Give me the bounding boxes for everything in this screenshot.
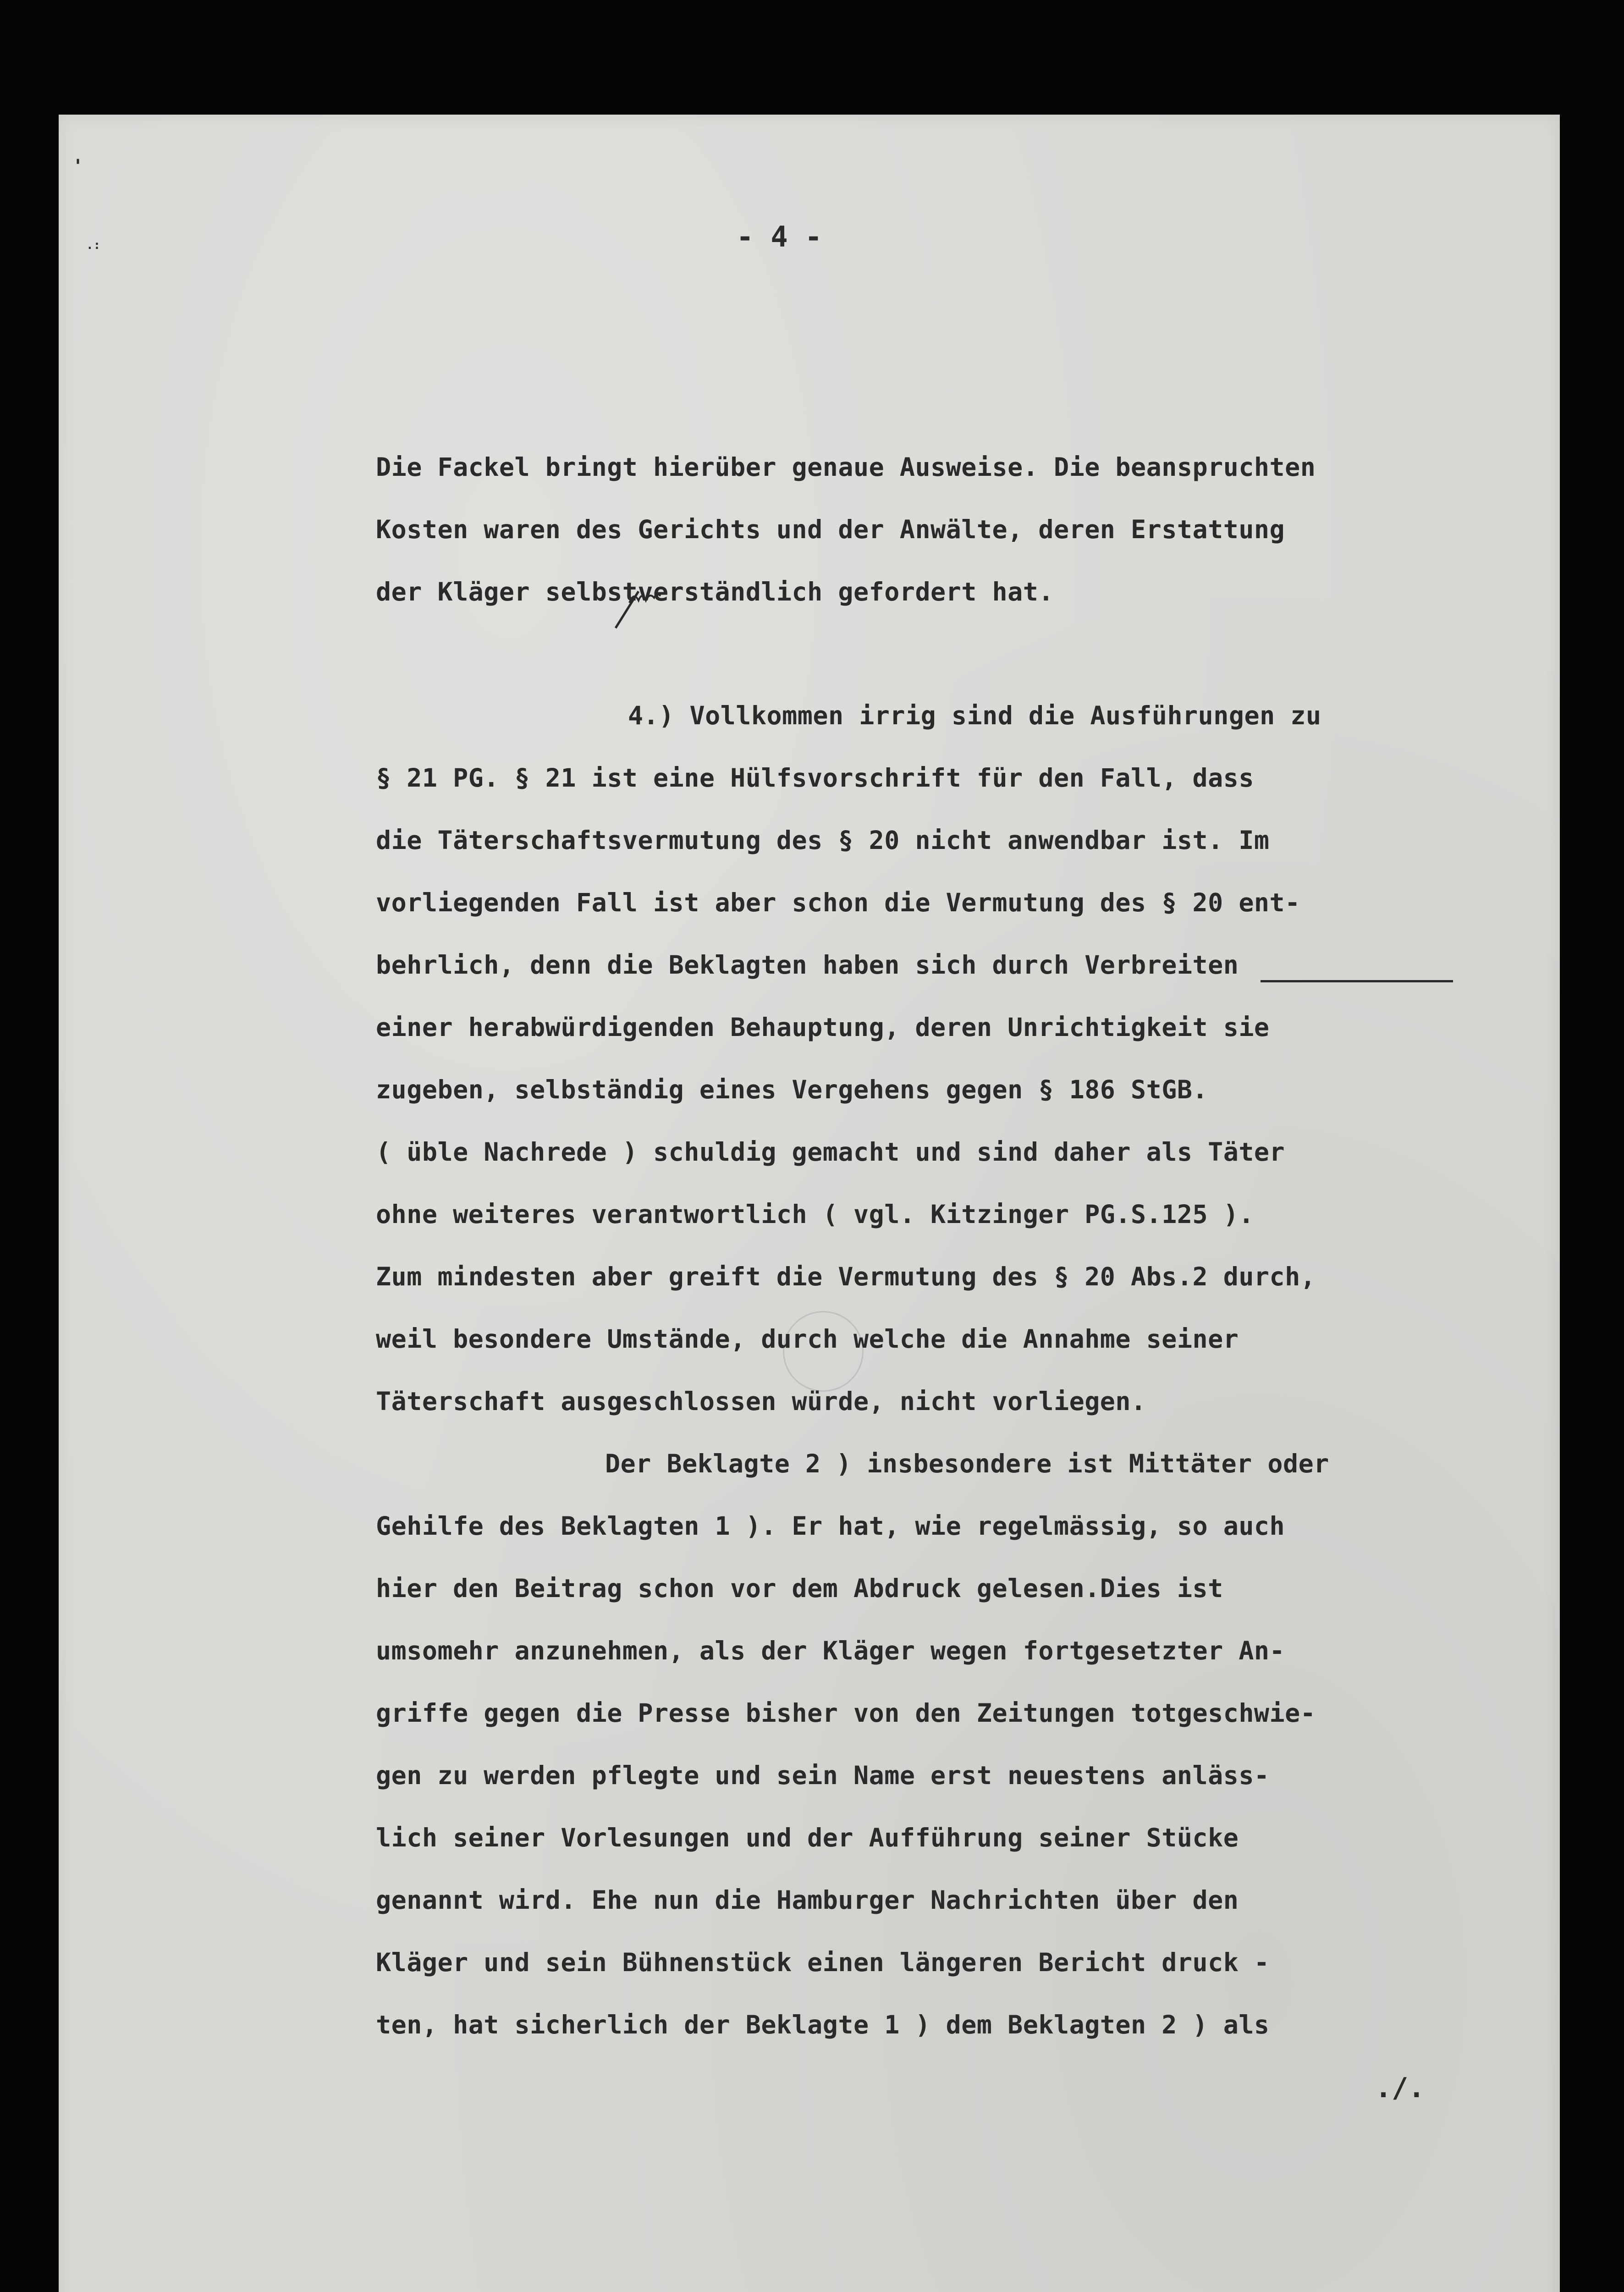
text-line-14: weil besondere Umstände, durch welche die Annahme seiner xyxy=(376,1325,1239,1353)
text-line-13: Zum mindesten aber greift die Vermutung des § 20 Abs.2 durch, xyxy=(376,1262,1316,1291)
text-line-9: einer herabwürdigenden Behauptung, deren Unrichtigkeit sie xyxy=(376,1013,1270,1041)
text-line-18: hier den Beitrag schon vor dem Abdruck gelesen.Dies ist xyxy=(376,1574,1223,1603)
text-line-25: ten, hat sicherlich der Beklagte 1 ) dem Beklagten 2 ) als xyxy=(376,2011,1270,2039)
text-line-1: Die Fackel bringt hierüber genaue Ausweise. Die beanspruchten xyxy=(376,453,1316,481)
text-line-20: griffe gegen die Presse bisher von den Zeitungen totgeschwie- xyxy=(376,1699,1316,1727)
text-line-15: Täterschaft ausgeschlossen würde, nicht vorliegen. xyxy=(376,1387,1146,1416)
margin-mark-top: ' xyxy=(72,156,84,177)
text-line-2: Kosten waren des Gerichts und der Anwälte, deren Erstattung xyxy=(376,515,1285,544)
text-line-8: behrlich, denn die Beklagten haben sich durch Verbreiten xyxy=(376,951,1239,979)
text-line-5: § 21 PG. § 21 ist eine Hülfsvorschrift für den Fall, dass xyxy=(376,764,1254,792)
text-line-16: Der Beklagte 2 ) insbesondere ist Mittäter oder xyxy=(605,1449,1329,1478)
underline-verbreiten xyxy=(1261,980,1453,982)
margin-mark-dots: .: xyxy=(86,238,101,252)
text-line-17: Gehilfe des Beklagten 1 ). Er hat, wie regelmässig, so auch xyxy=(376,1512,1285,1540)
text-line-22: lich seiner Vorlesungen und der Aufführung seiner Stücke xyxy=(376,1824,1239,1852)
text-line-3: der Kläger selbstverständlich gefordert hat. xyxy=(376,578,1054,606)
continuation-mark: ./. xyxy=(1375,2072,1425,2104)
text-line-21: gen zu werden pflegte und sein Name erst neuestens anläss- xyxy=(376,1761,1270,1790)
text-line-10: zugeben, selbständig eines Vergehens gegen § 186 StGB. xyxy=(376,1075,1208,1104)
text-line-4: 4.) Vollkommen irrig sind die Ausführungen zu xyxy=(628,701,1321,730)
text-line-11: ( üble Nachrede ) schuldig gemacht und sind daher als Täter xyxy=(376,1138,1285,1166)
text-line-19: umsomehr anzunehmen, als der Kläger wegen fortgesetzter An- xyxy=(376,1636,1285,1665)
text-line-12: ohne weiteres verantwortlich ( vgl. Kitzinger PG.S.125 ). xyxy=(376,1200,1254,1229)
text-line-6: die Täterschaftsvermutung des § 20 nicht anwendbar ist. Im xyxy=(376,826,1270,854)
text-line-23: genannt wird. Ehe nun die Hamburger Nachrichten über den xyxy=(376,1886,1239,1914)
text-line-7: vorliegenden Fall ist aber schon die Vermutung des § 20 ent- xyxy=(376,888,1300,917)
page-number: - 4 - xyxy=(736,220,822,253)
text-line-24: Kläger und sein Bühnenstück einen längeren Bericht druck - xyxy=(376,1948,1270,1977)
